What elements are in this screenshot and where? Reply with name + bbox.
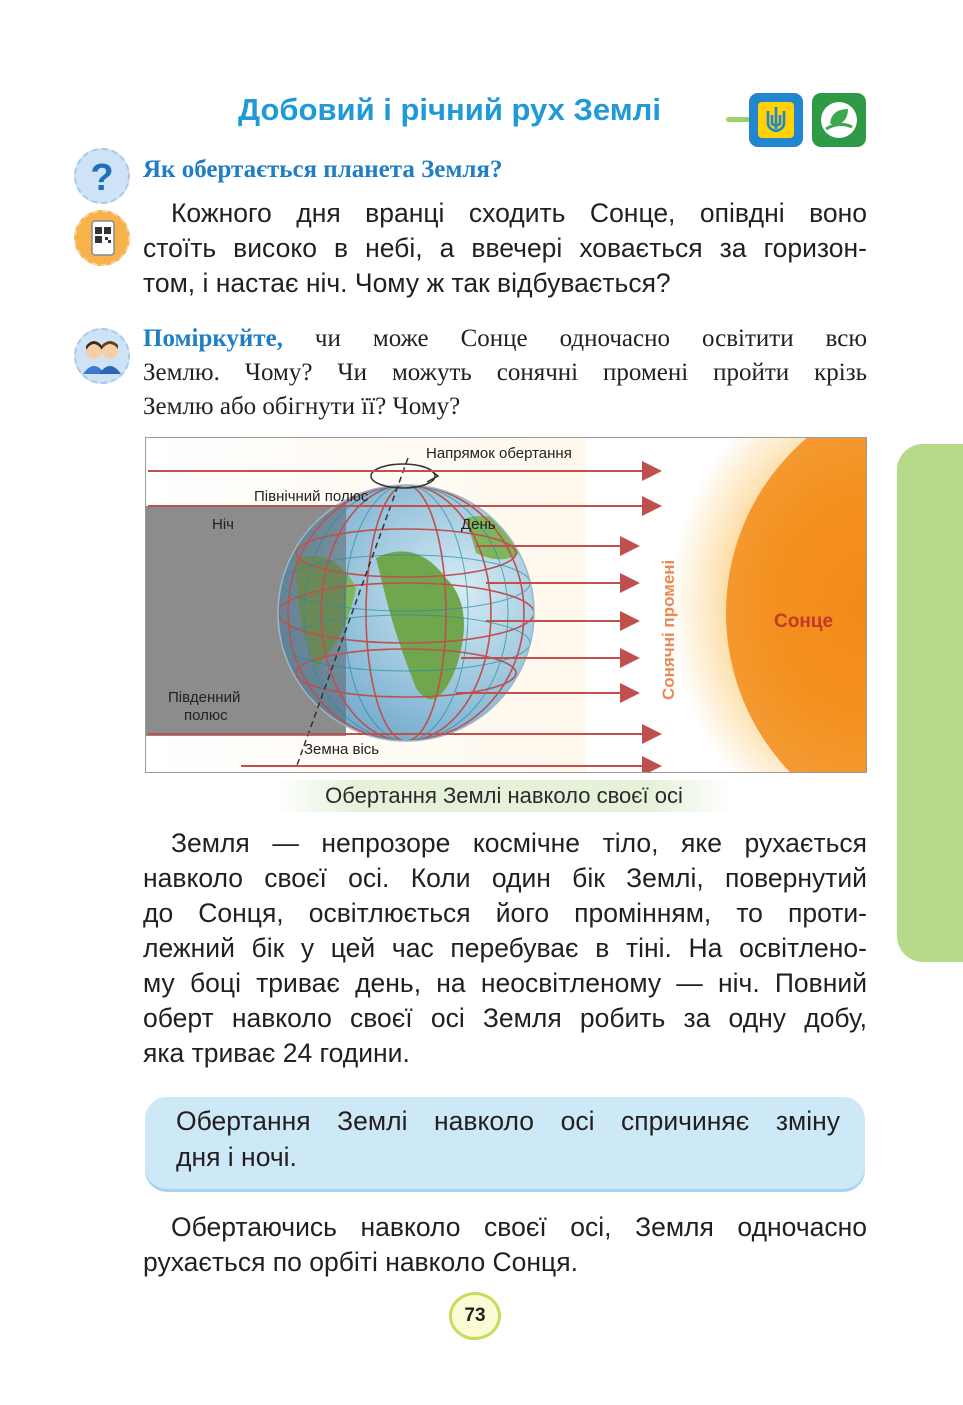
closing-line: Обертаючись навколо своєї осі, Земля одночасно — [171, 1212, 867, 1242]
side-tab-marker — [897, 444, 963, 962]
think-paragraph — [143, 322, 867, 424]
key-fact-text — [176, 1103, 840, 1175]
body-line: яка триває 24 години. — [143, 1038, 410, 1068]
closing-line: рухається по орбіті навколо Сонця. — [143, 1247, 578, 1277]
north-pole-label: Північний полюс — [254, 488, 369, 505]
body-line: му боці триває день, на неосвітленому — ніч. Повний — [143, 968, 867, 998]
body-line: Земля — непрозоре космічне тіло, яке рухається — [171, 828, 867, 858]
eco-leaf-icon — [812, 93, 866, 147]
day-label: День — [461, 516, 496, 533]
sun-rays-label: Сонячні промені — [659, 559, 678, 700]
think-line — [143, 322, 867, 356]
students-icon — [74, 328, 130, 384]
svg-text:?: ? — [90, 157, 114, 199]
question-icon — [74, 148, 130, 204]
night-label: Ніч — [212, 516, 234, 533]
body-line: оберт навколо своєї осі Земля робить за одну добу, — [143, 1003, 867, 1033]
think-highlight: Поміркуйте, — [143, 325, 283, 352]
rotation-direction-label: Напрямок обертання — [426, 445, 572, 462]
body-line: лежний бік у цей час перебуває в тіні. На освітлено- — [143, 933, 867, 963]
intro-line: том, і настає ніч. Чому ж так відбувається? — [143, 268, 671, 298]
section-question: Як обертається планета Земля? — [143, 156, 503, 183]
body-paragraph — [143, 826, 867, 1071]
key-fact-line: дня і ночі. — [176, 1142, 297, 1172]
south-pole-label: Південний — [168, 689, 241, 706]
page-title: Добовий і річний рух Землі — [238, 92, 661, 127]
south-pole-label-2: полюс — [184, 707, 228, 724]
earth-rotation-figure — [145, 437, 867, 773]
intro-paragraph — [143, 196, 867, 301]
page-number: 73 — [449, 1292, 501, 1340]
figure-caption: Обертання Землі навколо своєї осі — [276, 780, 732, 812]
body-line: до Сонця, освітлюється його промінням, то проти- — [143, 898, 867, 928]
key-fact-line: Обертання Землі навколо осі спричиняє зміну — [176, 1106, 840, 1136]
think-line: Землю. Чому? Чи можуть сонячні промені пройти крізь — [143, 359, 867, 386]
closing-paragraph — [143, 1210, 867, 1280]
qr-phone-icon — [74, 210, 130, 266]
ukraine-emblem-icon — [749, 93, 803, 147]
intro-line: стоїть високо в небі, а ввечері ховається за горизон- — [143, 233, 867, 263]
intro-line: Кожного дня вранці сходить Сонце, опівдні воно — [171, 198, 867, 228]
earth-axis-label: Земна вісь — [304, 741, 380, 758]
page-number-badge — [445, 1290, 501, 1342]
body-line: навколо своєї осі. Коли один бік Землі, повернутий — [143, 863, 867, 893]
sun-label: Сонце — [774, 611, 834, 632]
think-text: чи може Сонце одночасно освітити всю — [282, 325, 867, 352]
think-line: Землю або обігнути її? Чому? — [143, 393, 461, 420]
